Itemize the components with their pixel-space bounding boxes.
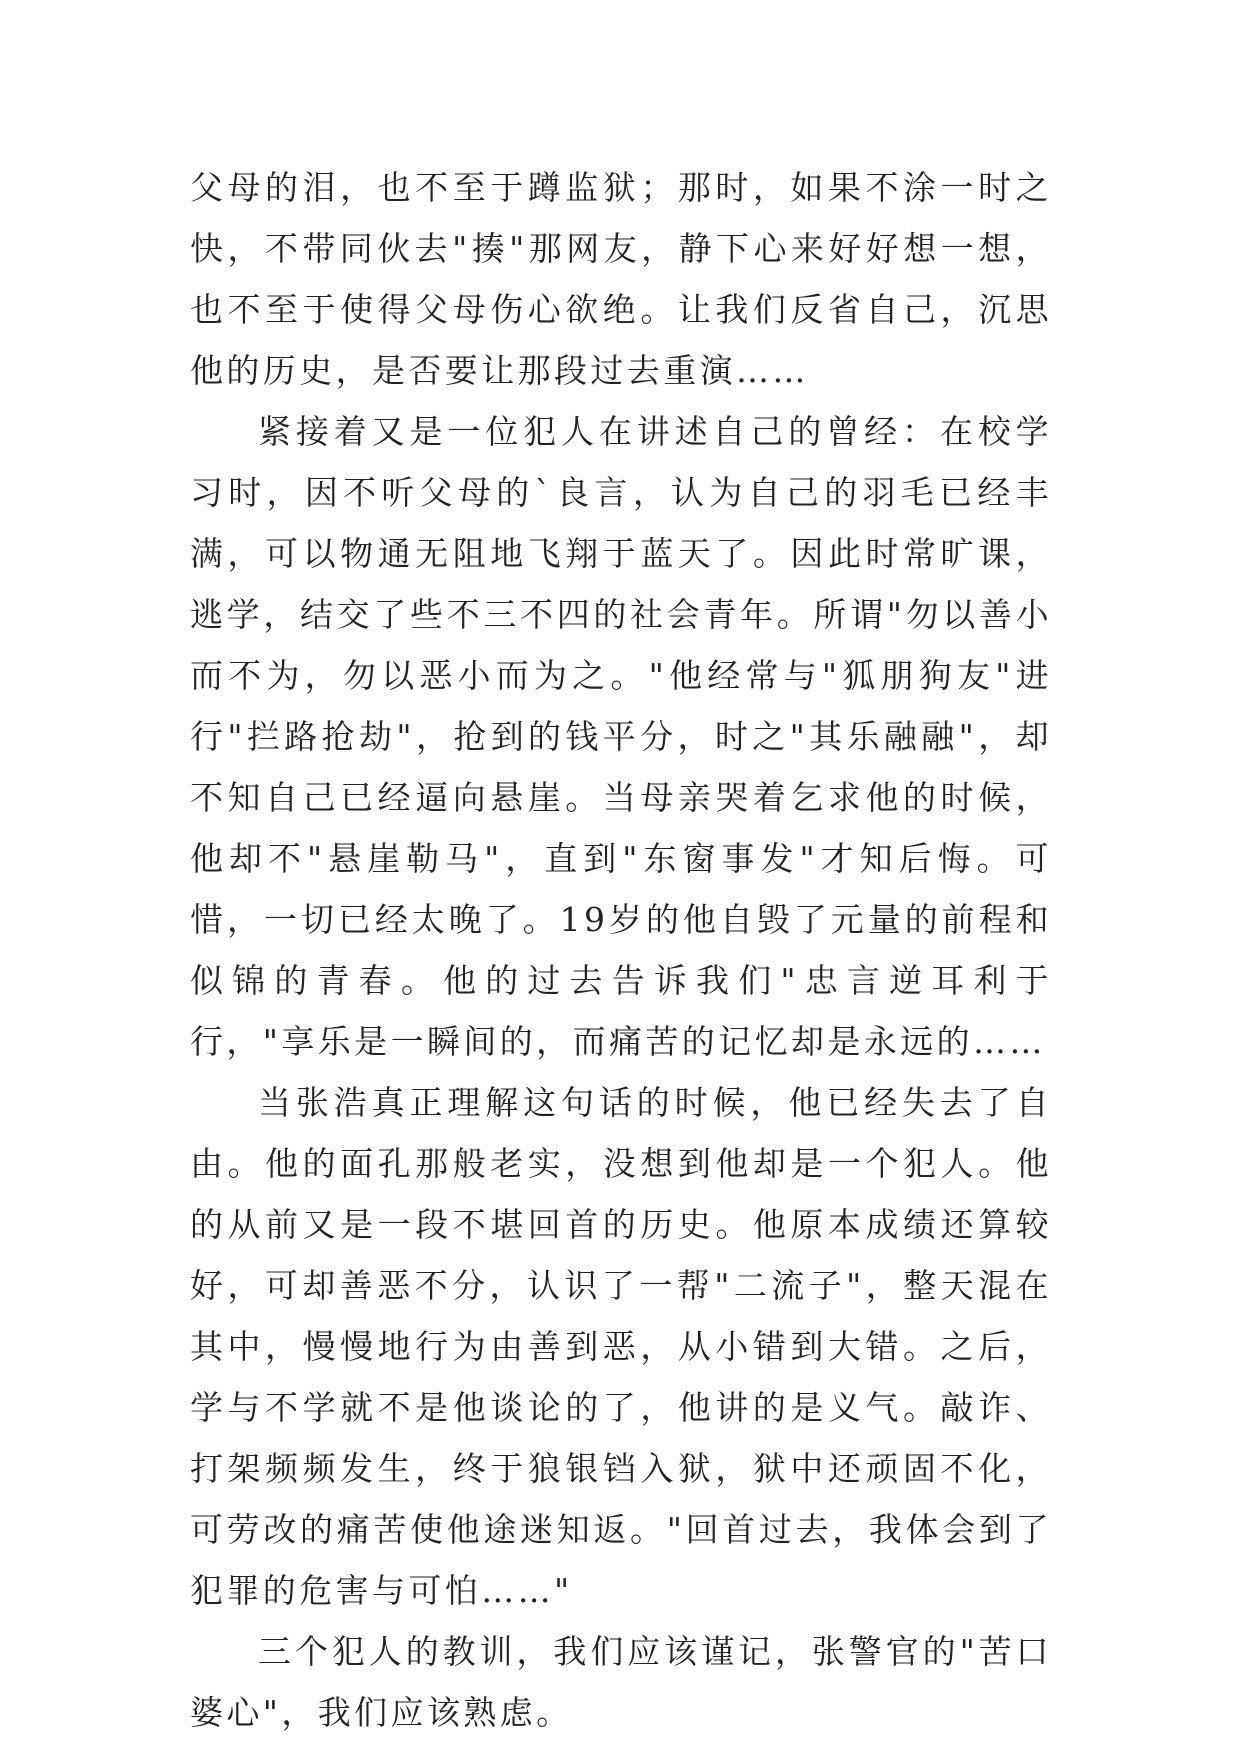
paragraph-second-prisoner: 紧接着又是一位犯人在讲述自己的曾经：在校学习时，因不听父母的`良言，认为自己的羽毛已经丰满，可以物通无阻地飞翔于蓝天了。因此时常旷课，逃学，结交了些不三不四的社会青年。所谓"勿以善小而不为，勿以恶小而为之。"他经常与"狐朋狗友"进行"拦路抢劫"，抢到的钱平分，时之"其乐融融"，却不知自己已经逼向悬崖。当母亲哭着乞求他的时候，他却不"悬崖勒马"，直到"东窗事发"才知后悔。可惜，一切已经太晚了。19岁的他自毁了元量的前程和似锦的青春。他的过去告诉我们"忠言逆耳利于行，"享乐是一瞬间的，而痛苦的记忆却是永远的…… [190,412,1052,1061]
document-page [190,157,1052,1743]
paragraph-conclusion: 三个犯人的教训，我们应该谨记，张警官的"苦口婆心"，我们应该熟虑。 [190,1632,1052,1732]
paragraph-zhang-hao: 当张浩真正理解这句话的时候，他已经失去了自由。他的面孔那般老实，没想到他却是一个犯人。他的从前又是一段不堪回首的历史。他原本成绩还算较好，可却善恶不分，认识了一帮"二流子"，整天混在其中，慢慢地行为由善到恶，从小错到大错。之后，学与不学就不是他谈论的了，他讲的是义气。敲诈、打架频频发生，终于狼银铛入狱，狱中还顽固不化，可劳改的痛苦使他途迷知返。"回首过去，我体会到了犯罪的危害与可怕……" [190,1083,1052,1610]
paragraph-continuation: 父母的泪，也不至于蹲监狱；那时，如果不涂一时之快，不带同伙去"揍"那网友，静下心来好好想一想，也不至于使得父母伤心欲绝。让我们反省自己，沉思他的历史，是否要让那段过去重演…… [190,168,1052,390]
